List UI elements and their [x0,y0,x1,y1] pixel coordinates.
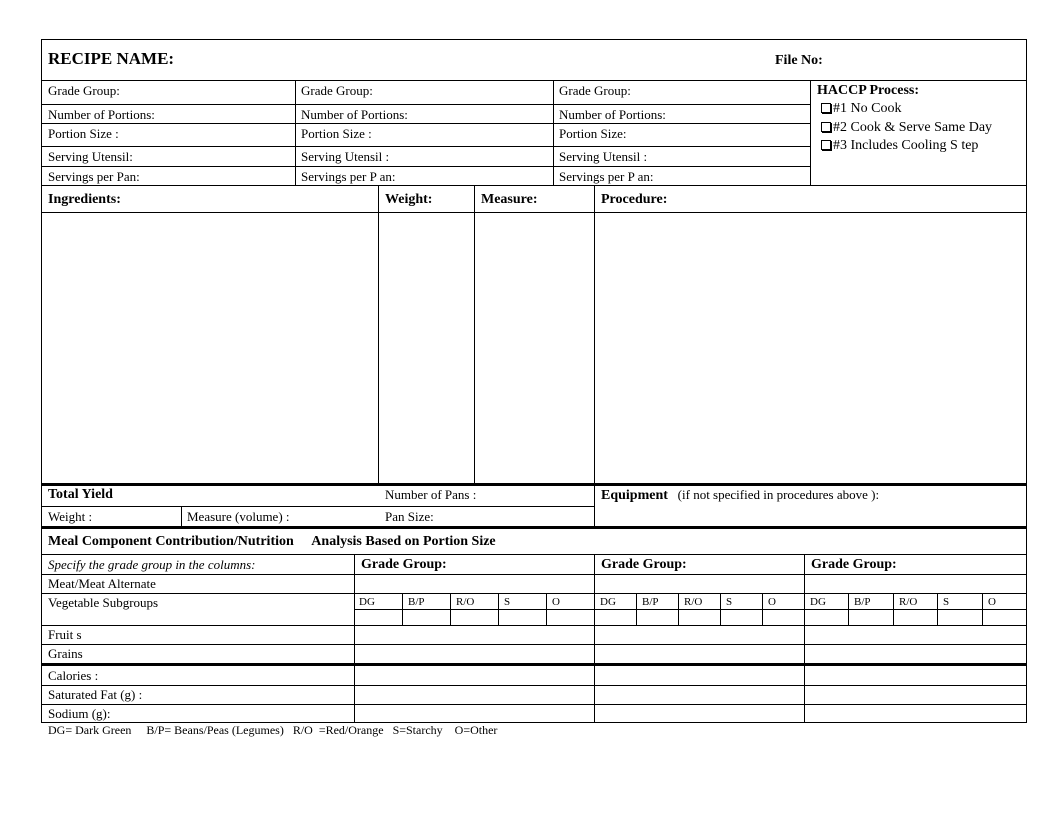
subgroup-ro: R/O [899,596,918,608]
divider [804,554,805,723]
divider [720,593,721,625]
subgroup-bp: B/P [854,596,871,608]
serving-utensil-label: Serving Utensil: [48,149,133,164]
meat-alternate-label: Meat/Meat Alternate [48,576,156,591]
subgroup-bp: B/P [408,596,425,608]
haccp-title: HACCP Process: [817,83,919,98]
divider [41,663,1027,666]
weight-area[interactable] [379,213,474,483]
haccp-option-label: #3 Includes Cooling S tep [833,138,979,153]
divider [354,554,355,723]
servings-per-pan-label: Servings per P an: [559,169,654,184]
divider [41,625,1027,626]
measure-volume-label: Measure (volume) : [187,509,290,524]
grade-group-header: Grade Group: [601,557,687,572]
subgroup-dg: DG [810,596,826,608]
equipment-label [601,487,879,504]
divider [893,593,894,625]
divider [546,593,547,625]
procedure-area[interactable] [595,213,1026,483]
vegetable-subgroups-label: Vegetable Subgroups [48,595,159,610]
grade-group-label: Grade Group: [559,83,631,98]
divider [41,123,810,124]
divider [402,593,403,625]
grade-group-label: Grade Group: [48,83,120,98]
subgroup-bp: B/P [642,596,659,608]
measure-header: Measure: [481,192,538,207]
meal-section-title [48,533,496,550]
haccp-option-cook-serve[interactable] [821,119,992,136]
serving-utensil-label: Serving Utensil : [301,149,390,164]
procedure-header: Procedure: [601,192,668,207]
divider [636,593,637,625]
haccp-option-label: #2 Cook & Serve Same Day [833,120,993,135]
sodium-label: Sodium (g): [48,706,111,721]
divider [762,593,763,625]
subgroup-dg: DG [359,596,375,608]
haccp-option-cooling[interactable] [821,137,978,154]
file-no-label: File No: [775,53,823,68]
total-yield-label: Total Yield [48,487,113,502]
divider [354,609,1027,610]
checkbox-icon[interactable] [821,122,831,132]
haccp-option-no-cook[interactable] [821,100,901,117]
divider [181,506,182,527]
subgroup-s: S [943,596,950,608]
divider [41,644,1027,645]
subgroup-o: O [768,596,776,608]
grade-instruction: Specify the grade group in the columns: [48,557,256,572]
divider [937,593,938,625]
meal-title-part: Analysis Based on Portion Size [311,534,496,549]
subgroup-dg: DG [600,596,616,608]
divider [41,104,810,105]
divider [450,593,451,625]
divider [41,574,1027,575]
grains-label: Grains [48,646,83,661]
divider [41,166,810,167]
equipment-note: (if not specified in procedures above ): [677,487,880,502]
recipe-name-label: RECIPE NAME: [48,49,175,68]
divider [498,593,499,625]
portion-size-label: Portion Size : [48,126,119,141]
subgroup-legend: DG= Dark Green B/P= Beans/Peas (Legumes) R/O =Red/Orange S=Starchy O=Other [48,723,498,737]
checkbox-icon[interactable] [821,103,831,113]
checkbox-icon[interactable] [821,140,831,150]
divider [594,554,595,723]
equipment-title: Equipment [601,488,668,503]
portion-size-label: Portion Size : [301,126,372,141]
divider [41,685,1027,686]
number-of-portions-label: Number of Portions: [559,107,666,122]
ingredients-header: Ingredients: [48,192,121,207]
ingredients-area[interactable] [42,213,378,483]
weight-label: Weight : [48,509,93,524]
portion-size-label: Portion Size: [559,126,627,141]
divider [41,506,594,507]
divider [41,526,1027,529]
divider [41,80,1027,81]
subgroup-ro: R/O [456,596,475,608]
pan-size-label: Pan Size: [385,509,434,524]
servings-per-pan-label: Servings per P an: [301,169,396,184]
meal-title-part: Meal Component Contribution/Nutrition [48,534,294,549]
haccp-option-label: #1 No Cook [833,101,902,116]
divider [41,185,1027,186]
subgroup-o: O [988,596,996,608]
divider [41,554,1027,555]
divider [678,593,679,625]
divider [41,146,810,147]
fruits-label: Fruit s [48,627,82,642]
divider [810,80,811,186]
grade-group-header: Grade Group: [811,557,897,572]
divider [295,80,296,186]
divider [848,593,849,625]
grade-group-label: Grade Group: [301,83,373,98]
grade-group-header: Grade Group: [361,557,447,572]
subgroup-o: O [552,596,560,608]
subgroup-ro: R/O [684,596,703,608]
divider [553,80,554,186]
number-of-pans-label: Number of Pans : [385,487,477,502]
divider [41,483,1027,486]
subgroup-s: S [504,596,511,608]
divider [41,704,1027,705]
calories-label: Calories : [48,668,99,683]
measure-area[interactable] [475,213,594,483]
weight-header: Weight: [385,192,433,207]
number-of-portions-label: Number of Portions: [301,107,408,122]
servings-per-pan-label: Servings per Pan: [48,169,140,184]
divider [41,593,1027,594]
number-of-portions-label: Number of Portions: [48,107,155,122]
serving-utensil-label: Serving Utensil : [559,149,648,164]
subgroup-s: S [726,596,733,608]
divider [982,593,983,625]
saturated-fat-label: Saturated Fat (g) : [48,687,143,702]
